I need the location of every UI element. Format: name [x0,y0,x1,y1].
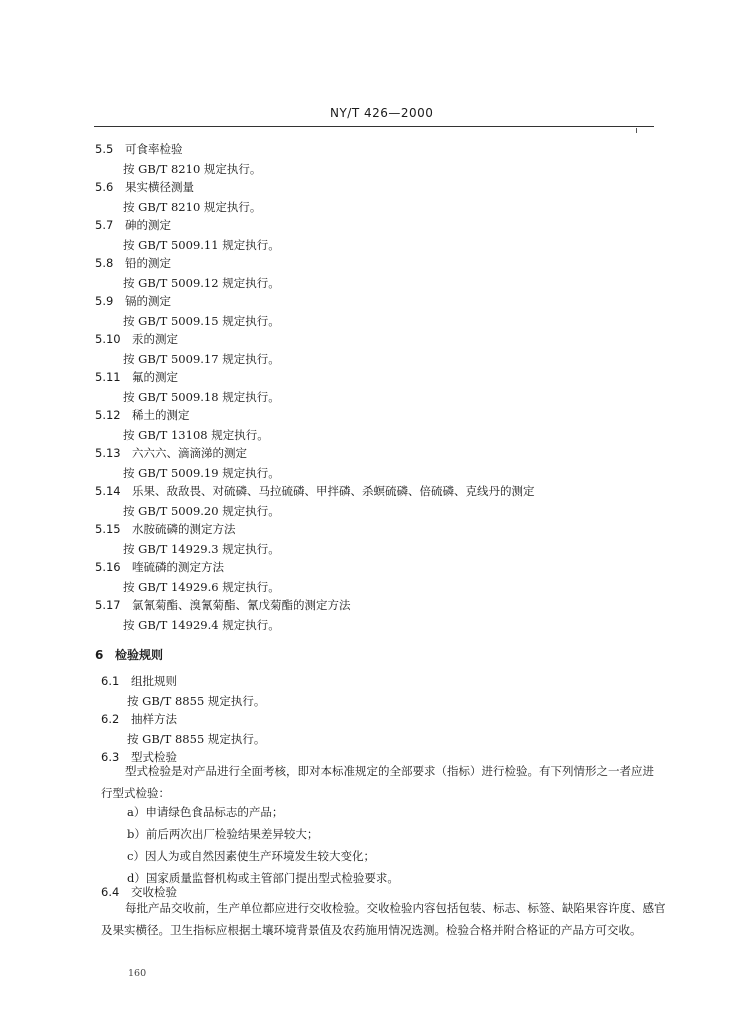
section-5-15-heading: 5.15 水胺硫磷的测定方法 [95,522,236,536]
section-5-7-heading: 5.7 砷的测定 [95,218,171,232]
section-5-14-heading: 5.14 乐果、敌敌畏、对硫磷、马拉硫磷、甲拌磷、杀螟硫磷、倍硫磷、克线丹的测定 [95,484,535,498]
section-5-5-body: 按 GB/T 8210 规定执行。 [123,162,262,176]
section-6-2-heading: 6.2 抽样方法 [101,712,177,726]
section-5-7-body: 按 GB/T 5009.11 规定执行。 [123,238,280,252]
section-5-10-heading: 5.10 汞的测定 [95,332,178,346]
page-header: NY/T 426—2000 [330,106,434,120]
section-5-11-heading: 5.11 氟的测定 [95,370,178,384]
section-5-12-heading: 5.12 稀土的测定 [95,408,190,422]
section-5-13-body: 按 GB/T 5009.19 规定执行。 [123,466,280,480]
section-5-5-heading: 5.5 可食率检验 [95,142,183,156]
section-6-4-heading: 6.4 交收检验 [101,885,177,899]
page-number: 160 [128,968,147,979]
section-5-15-body: 按 GB/T 14929.3 规定执行。 [123,542,280,556]
section-5-13-heading: 5.13 六六六、滴滴涕的测定 [95,446,247,460]
section-5-11-body: 按 GB/T 5009.18 规定执行。 [123,390,280,404]
section-5-9-body: 按 GB/T 5009.15 规定执行。 [123,314,280,328]
section-5-8-body: 按 GB/T 5009.12 规定执行。 [123,276,280,290]
section-5-8-heading: 5.8 铅的测定 [95,256,171,270]
header-rule [94,126,654,127]
section-5-17-body: 按 GB/T 14929.4 规定执行。 [123,618,280,632]
header-tick [636,128,637,133]
section-6-3-paragraph: 型式检验是对产品进行全面考核，即对本标准规定的全部要求（指标）进行检验。有下列情形之一者应进行型式检验： [101,764,654,800]
section-6-2-body: 按 GB/T 8855 规定执行。 [127,732,266,746]
section-5-6-heading: 5.6 果实横径测量 [95,180,194,194]
section-5-9-heading: 5.9 镉的测定 [95,294,171,308]
section-6-3-heading: 6.3 型式检验 [101,750,177,764]
section-6-3-item-a: a）申请绿色食品标志的产品； [127,805,284,819]
section-6-3-item-d: d）国家质量监督机构或主管部门提出型式检验要求。 [127,871,399,885]
section-5-14-body: 按 GB/T 5009.20 规定执行。 [123,504,280,518]
section-5-16-body: 按 GB/T 14929.6 规定执行。 [123,580,280,594]
section-5-16-heading: 5.16 喹硫磷的测定方法 [95,560,224,574]
section-6-3-item-b: b）前后两次出厂检验结果差异较大； [127,827,319,841]
section-6-1-heading: 6.1 组批规则 [101,674,177,688]
section-5-12-body: 按 GB/T 13108 规定执行。 [123,428,269,442]
section-6-1-body: 按 GB/T 8855 规定执行。 [127,694,266,708]
section-5-17-heading: 5.17 氯氰菊酯、溴氰菊酯、氰戊菊酯的测定方法 [95,598,351,612]
chapter-6-heading: 6 检验规则 [95,648,164,662]
section-5-6-body: 按 GB/T 8210 规定执行。 [123,200,262,214]
section-5-10-body: 按 GB/T 5009.17 规定执行。 [123,352,280,366]
section-6-4-paragraph: 每批产品交收前，生产单位都应进行交收检验。交收检验内容包括包装、标志、标签、缺陷果容许度、感官及果实横径。卫生指标应根据土壤环境背景值及农药施用情况选测。检验合格并附合格证的产品方可交收。 [101,901,666,937]
section-6-3-item-c: c）因人为或自然因素使生产环境发生较大变化； [127,849,375,863]
